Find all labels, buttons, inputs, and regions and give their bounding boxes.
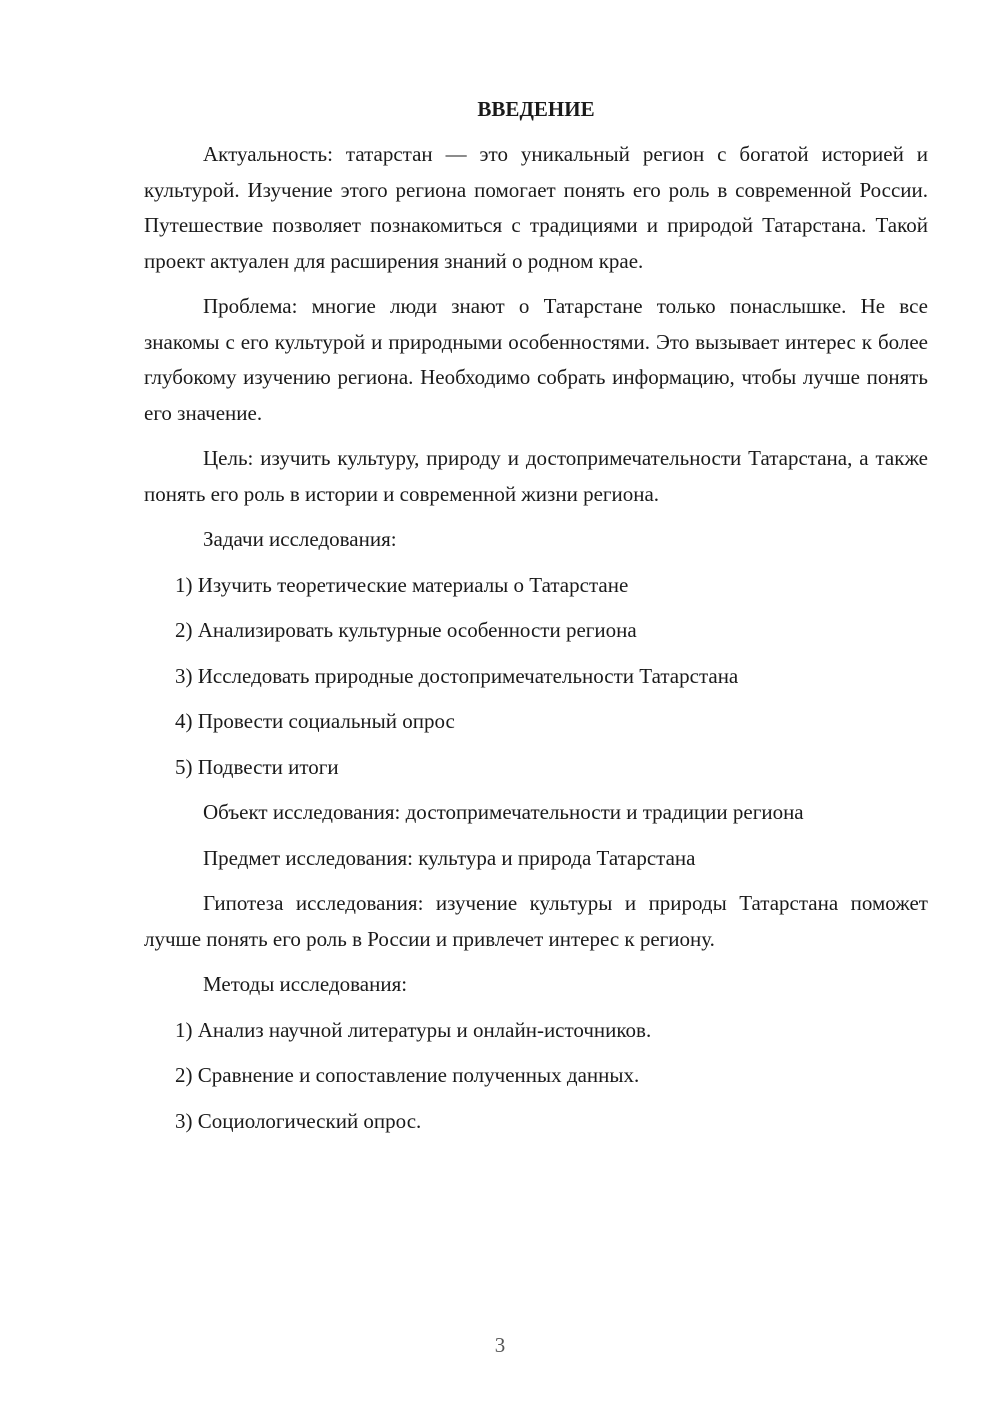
subject-paragraph: Предмет исследования: культура и природа Татарстана <box>203 845 696 870</box>
method-item: 2) Сравнение и сопоставление полученных данных. <box>175 1063 640 1087</box>
relevance-paragraph: Актуальность: татарстан — это уникальный регион с богатой историей и культурой. Изучение этого региона помогает понять его роль в современной России. Путешествие позволяет познакомиться с традициями и природой Татарстана. Такой проект актуален для расширения знаний о родном крае. <box>144 142 928 273</box>
task-item: 3) Исследовать природные достопримечательности Татарстана <box>175 663 739 688</box>
hypothesis-paragraph: Гипотеза исследования: изучение культуры и природы Татарстана поможет лучше понять его роль в России и привлечет интерес к региону. <box>144 891 928 951</box>
task-item: 4) Провести социальный опрос <box>175 709 455 733</box>
task-item: 1) Изучить теоретические материалы о Татарстане <box>175 572 629 597</box>
page-number: 3 <box>494 1333 506 1357</box>
tasks-heading: Задачи исследования: <box>203 527 397 551</box>
task-item: 2) Анализировать культурные особенности региона <box>175 618 637 642</box>
page-title: ВВЕДЕНИЕ <box>477 97 595 121</box>
document-page <box>144 92 928 1149</box>
methods-heading: Методы исследования: <box>203 972 408 996</box>
method-item: 1) Анализ научной литературы и онлайн-источников. <box>175 1017 652 1042</box>
object-paragraph: Объект исследования: достопримечательности и традиции региона <box>203 800 804 824</box>
method-item: 3) Социологический опрос. <box>175 1108 422 1133</box>
task-item: 5) Подвести итоги <box>175 754 339 779</box>
goal-paragraph: Цель: изучить культуру, природу и достопримечательности Татарстана, а также понять его роль в истории и современной жизни региона. <box>144 446 928 506</box>
problem-paragraph: Проблема: многие люди знают о Татарстане только понаслышке. Не все знакомы с его культурой и природными особенностями. Это вызывает интерес к более глубокому изучению региона. Необходимо собрать информацию, чтобы лучше понять его значение. <box>144 294 928 425</box>
